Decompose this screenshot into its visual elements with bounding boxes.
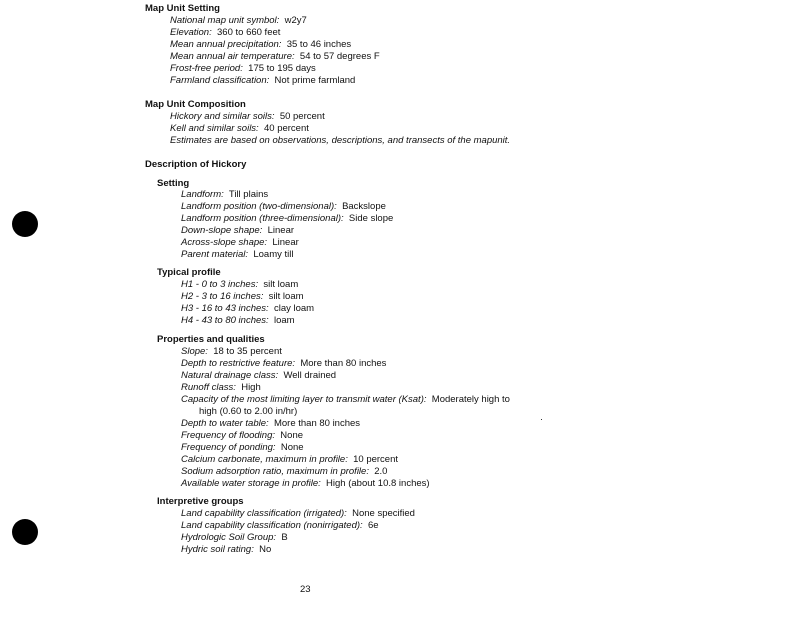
row-value: Linear — [267, 225, 295, 236]
row-label: H4 - 43 to 80 inches: — [181, 315, 269, 326]
row-label: Capacity of the most limiting layer to transmit water (Ksat): — [181, 394, 427, 405]
row-label: Landform: — [181, 189, 224, 200]
row-value: Well drained — [283, 370, 337, 381]
row-value: Side slope — [348, 213, 394, 224]
row-depth-restrictive — [181, 358, 386, 370]
row-value: High (about 10.8 inches) — [326, 478, 430, 489]
row-value: Moderately high to — [431, 394, 510, 405]
row-mean-annual-air-temperature — [170, 51, 380, 63]
row-runoff-class — [181, 382, 261, 394]
row-farmland-classification — [170, 75, 355, 87]
row-label: Kell and similar soils: — [170, 123, 259, 134]
row-value: None specified — [352, 508, 415, 519]
row-label: Elevation: — [170, 27, 212, 38]
row-drainage-class — [181, 370, 336, 382]
row-depth-water-table — [181, 418, 360, 430]
row-down-slope-shape — [181, 225, 294, 237]
subheading-properties: Properties and qualities — [157, 334, 265, 345]
row-label: Frost-free period: — [170, 63, 243, 74]
row-calcium-carbonate — [181, 454, 398, 466]
row-h2 — [181, 291, 304, 303]
row-hickory-soils — [170, 111, 325, 123]
row-label: Landform position (three-dimensional): — [181, 213, 344, 224]
row-value: More than 80 inches — [300, 358, 387, 369]
row-frequency-flooding — [181, 430, 303, 442]
row-value: None — [280, 430, 304, 441]
row-value: Not prime farmland — [274, 75, 356, 86]
row-landform-position-2d — [181, 201, 386, 213]
row-label: Slope: — [181, 346, 208, 357]
row-label: Frequency of flooding: — [181, 430, 276, 441]
row-label: Runoff class: — [181, 382, 236, 393]
row-label: Landform position (two-dimensional): — [181, 201, 337, 212]
composition-note: Estimates are based on observations, descriptions, and transects of the mapunit. — [170, 135, 511, 146]
row-label: Frequency of ponding: — [181, 442, 276, 453]
row-value: clay loam — [273, 303, 315, 314]
row-value: loam — [273, 315, 295, 326]
section-heading-map-unit-composition: Map Unit Composition — [145, 99, 246, 110]
row-h4 — [181, 315, 295, 327]
row-value: B — [281, 532, 288, 543]
punch-hole-bottom — [12, 519, 38, 545]
row-value: silt loam — [268, 291, 304, 302]
row-value: Linear — [272, 237, 299, 248]
row-label: Calcium carbonate, maximum in profile: — [181, 454, 348, 465]
row-parent-material — [181, 249, 293, 261]
row-label: Across-slope shape: — [181, 237, 268, 248]
row-available-water — [181, 478, 430, 490]
row-value: Backslope — [342, 201, 386, 212]
row-frost-free-period — [170, 63, 316, 75]
row-value: silt loam — [263, 279, 299, 290]
row-value: w2y7 — [284, 15, 307, 26]
row-value: Till plains — [228, 189, 269, 200]
row-value: 54 to 57 degrees F — [299, 51, 380, 62]
row-label: Depth to water table: — [181, 418, 269, 429]
row-ksat — [181, 394, 510, 406]
row-lcc-nonirrigated — [181, 520, 379, 532]
section-heading-description: Description of Hickory — [145, 159, 247, 170]
subheading-setting: Setting — [157, 178, 190, 189]
row-label: Mean annual air temperature: — [170, 51, 295, 62]
row-h1 — [181, 279, 298, 291]
row-across-slope-shape — [181, 237, 299, 249]
row-value: 360 to 660 feet — [217, 27, 281, 38]
row-elevation — [170, 27, 280, 39]
row-value: Loamy till — [253, 249, 294, 260]
row-label: Hydric soil rating: — [181, 544, 254, 555]
subheading-interpretive-groups: Interpretive groups — [157, 496, 244, 507]
scan-speck — [541, 419, 542, 420]
row-label: Land capability classification (irrigated): — [181, 508, 347, 519]
row-value: None — [280, 442, 304, 453]
row-label: Available water storage in profile: — [181, 478, 321, 489]
row-landform-position-3d — [181, 213, 393, 225]
row-hydrologic-group — [181, 532, 288, 544]
row-label: H1 - 0 to 3 inches: — [181, 279, 259, 290]
section-heading-map-unit-setting: Map Unit Setting — [145, 3, 220, 14]
row-value: 175 to 195 days — [248, 63, 316, 74]
row-label: H3 - 16 to 43 inches: — [181, 303, 269, 314]
row-lcc-irrigated — [181, 508, 415, 520]
row-label: Hydrologic Soil Group: — [181, 532, 277, 543]
row-value: More than 80 inches — [273, 418, 361, 429]
row-label: Depth to restrictive feature: — [181, 358, 296, 369]
page-number: 23 — [300, 584, 311, 595]
row-value: High — [241, 382, 261, 393]
row-value: No — [259, 544, 272, 555]
row-hydric-rating — [181, 544, 271, 556]
row-label: Mean annual precipitation: — [170, 39, 282, 50]
row-kell-soils — [170, 123, 309, 135]
row-label: Down-slope shape: — [181, 225, 263, 236]
row-label: Land capability classification (nonirrigated): — [181, 520, 363, 531]
row-landform — [181, 189, 268, 201]
row-label: National map unit symbol: — [170, 15, 280, 26]
row-value: 40 percent — [263, 123, 309, 134]
row-label: Hickory and similar soils: — [170, 111, 275, 122]
row-slope — [181, 346, 282, 358]
punch-hole-top — [12, 211, 38, 237]
row-h3 — [181, 303, 314, 315]
row-label: Sodium adsorption ratio, maximum in profile: — [181, 466, 369, 477]
row-mean-annual-precipitation — [170, 39, 351, 51]
row-label: Natural drainage class: — [181, 370, 279, 381]
row-label: H2 - 3 to 16 inches: — [181, 291, 264, 302]
row-value: 35 to 46 inches — [286, 39, 352, 50]
subheading-typical-profile: Typical profile — [157, 267, 221, 278]
row-ksat-continued: high (0.60 to 2.00 in/hr) — [199, 406, 298, 417]
row-value: 50 percent — [279, 111, 325, 122]
row-value: 6e — [367, 520, 379, 531]
row-frequency-ponding — [181, 442, 304, 454]
row-sodium-adsorption — [181, 466, 387, 478]
row-label: Farmland classification: — [170, 75, 270, 86]
row-value: 10 percent — [353, 454, 399, 465]
row-label: Parent material: — [181, 249, 249, 260]
row-national-map-unit-symbol — [170, 15, 307, 27]
row-value: 18 to 35 percent — [213, 346, 282, 357]
row-value: 2.0 — [374, 466, 388, 477]
